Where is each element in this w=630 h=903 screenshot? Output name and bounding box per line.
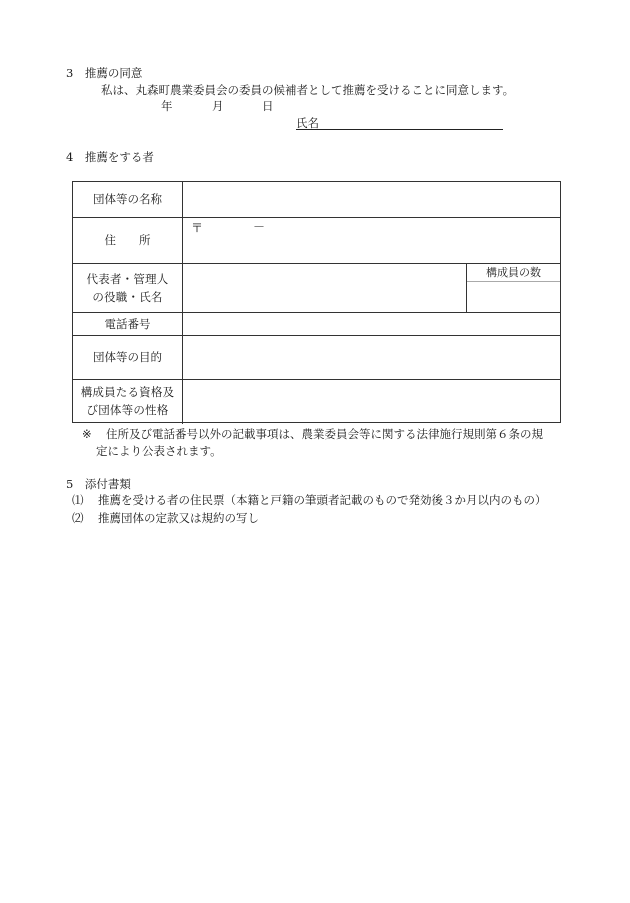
representative-label <box>73 264 183 313</box>
phone-field[interactable] <box>183 313 560 336</box>
purpose-label: 団体等の目的 <box>73 336 183 380</box>
attachment-1-text: 推薦を受ける者の住民票（本籍と戸籍の筆頭者記載のもので発効後３か月以内のもの） <box>98 493 547 507</box>
attachment-2-number: ⑵ <box>72 511 84 525</box>
row-address <box>73 217 560 264</box>
note-mark: ※ <box>82 427 92 441</box>
section-4-title: 4 推薦をする者 <box>66 150 154 164</box>
note-text-line2: 定により公表されます。 <box>96 444 222 458</box>
qualification-label-line2: び団体等の性格 <box>86 403 169 417</box>
qualification-field[interactable] <box>183 380 560 424</box>
postal-mark: 〒 <box>191 221 204 235</box>
consent-statement: 私は、丸森町農業委員会の委員の候補者として推薦を受けることに同意します。 <box>101 83 515 97</box>
qualification-label-line1: 構成員たる資格及 <box>80 385 175 400</box>
date-day-label: 日 <box>262 99 274 113</box>
date-year-label: 年 <box>161 99 173 113</box>
date-month-label: 月 <box>212 99 224 113</box>
section-3-title: 3 推薦の同意 <box>66 66 143 80</box>
org-name-field[interactable] <box>183 182 560 217</box>
postal-dash: － <box>253 220 266 234</box>
representative-field[interactable] <box>183 264 560 313</box>
org-name-label: 団体等の名称 <box>73 182 183 217</box>
row-org-name <box>73 182 560 217</box>
row-representative <box>73 263 560 313</box>
phone-label: 電話番号 <box>73 313 183 336</box>
address-field[interactable] <box>183 218 560 264</box>
qualification-label <box>73 380 183 424</box>
row-phone <box>73 312 560 336</box>
members-count-box <box>466 264 560 313</box>
section-5-title: 5 添付書類 <box>66 477 131 491</box>
attachment-1-number: ⑴ <box>72 493 84 507</box>
recommender-table <box>72 181 561 423</box>
representative-label-line1: 代表者・管理人 <box>86 271 169 286</box>
purpose-field[interactable] <box>183 336 560 380</box>
signature-name-label: 氏名 <box>296 116 319 130</box>
row-purpose <box>73 335 560 380</box>
row-qualification <box>73 379 560 424</box>
signature-line[interactable] <box>296 129 503 130</box>
address-label: 住 所 <box>73 218 183 264</box>
representative-label-line2: の役職・氏名 <box>92 289 163 304</box>
attachment-2-text: 推薦団体の定款又は規約の写し <box>98 511 259 525</box>
note-text-line1: 住所及び電話番号以外の記載事項は、農業委員会等に関する法律施行規則第６条の規 <box>106 427 543 441</box>
members-count-label: 構成員の数 <box>467 264 560 282</box>
